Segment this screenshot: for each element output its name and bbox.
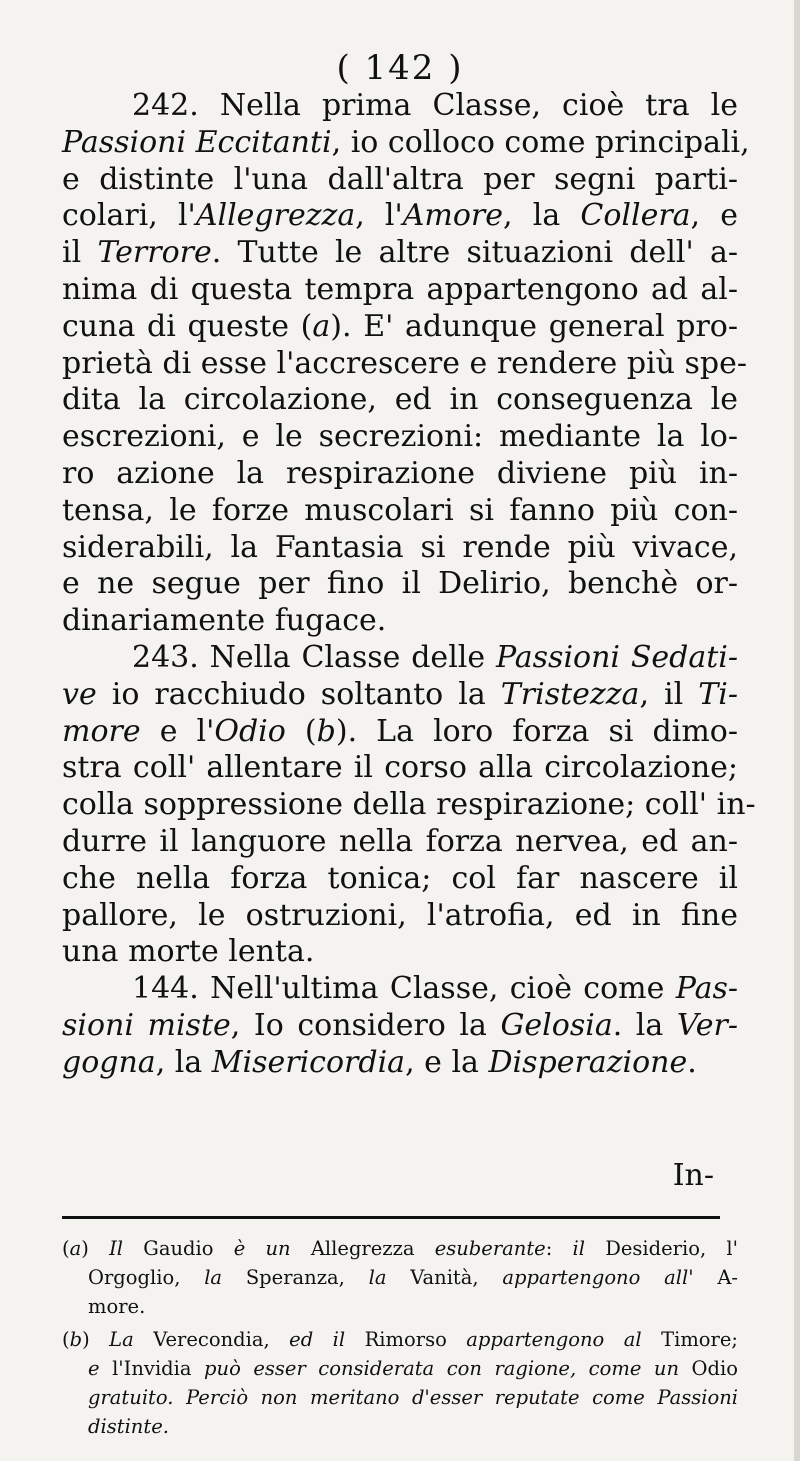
italic-text: appartengono al — [466, 1328, 642, 1351]
text-run: Desiderio, l' — [585, 1237, 739, 1260]
italic-text: Ti- — [698, 676, 738, 712]
text-line — [62, 824, 738, 861]
text-run: dita la circolazione, ed in conseguenza le — [62, 382, 738, 418]
italic-text: La — [109, 1328, 134, 1351]
italic-text: sioni miste — [62, 1007, 231, 1043]
text-run: Rimorso — [345, 1328, 467, 1351]
text-run: prietà di esse l'accrescere e rendere più spe- — [62, 345, 747, 381]
text-line — [62, 787, 756, 824]
italic-text: è un — [233, 1237, 291, 1260]
text-run: il — [62, 235, 98, 271]
text-line — [62, 714, 738, 751]
text-run: ) — [82, 1328, 110, 1351]
italic-text: a — [69, 1237, 82, 1260]
italic-text: il — [572, 1237, 586, 1260]
text-line — [62, 162, 738, 199]
text-run: ( — [62, 1237, 70, 1260]
text-run: escrezioni, e le secrezioni: mediante la lo- — [62, 419, 738, 455]
italic-text: Collera — [580, 198, 691, 234]
text-run: ( — [285, 713, 317, 749]
italic-text: e — [88, 1357, 100, 1380]
text-run: l'Invidia — [99, 1357, 205, 1380]
text-run: tensa, le forze muscolari si fanno più con- — [62, 492, 738, 528]
footnote — [62, 1325, 738, 1441]
text-run: , il — [639, 676, 699, 712]
text-run: stra coll' allentare il corso alla circolazione; — [62, 750, 738, 786]
page-number: ( 142 ) — [336, 48, 464, 88]
text-line — [62, 603, 738, 640]
italic-text: a — [312, 308, 331, 344]
text-run: : — [545, 1237, 573, 1260]
text-line — [62, 456, 738, 493]
italic-text: b — [316, 713, 336, 749]
text-run: dinariamente fugace. — [62, 603, 387, 639]
text-line — [62, 345, 747, 383]
footnote-line — [62, 1325, 738, 1354]
text-run: Orgoglio, — [88, 1266, 205, 1289]
text-run: 243. Nella Classe delle — [132, 639, 496, 675]
text-line — [62, 1045, 738, 1082]
text-run: , io colloco come principali, — [331, 124, 750, 160]
text-run: more. — [88, 1295, 146, 1318]
text-run: che nella forza tonica; col far nascere il — [62, 860, 738, 896]
text-run: , e — [690, 198, 738, 234]
text-run: Timore; — [641, 1328, 738, 1351]
italic-text: more — [62, 713, 141, 749]
italic-text: appartengono all' — [502, 1266, 694, 1289]
text-line — [62, 309, 738, 346]
italic-text: la — [368, 1266, 387, 1289]
text-run: ). E' adunque general pro- — [330, 308, 738, 344]
paragraph — [62, 88, 750, 640]
text-run: e distinte l'una dall'altra per segni parti- — [62, 161, 738, 197]
footnote-line — [62, 1383, 738, 1412]
text-line — [62, 861, 738, 898]
text-line — [62, 493, 738, 530]
italic-text: Disperazione — [488, 1044, 688, 1080]
footnotes — [62, 1234, 738, 1445]
text-run: ) — [81, 1237, 110, 1260]
text-line — [62, 124, 750, 162]
italic-text: Pas- — [675, 971, 738, 1007]
italic-text: Gelosia — [500, 1007, 613, 1043]
text-run: . Tutte le altre situazioni dell' a- — [211, 235, 738, 271]
footnote-line — [62, 1234, 738, 1263]
text-run: A- — [693, 1266, 739, 1289]
italic-text: la — [204, 1266, 223, 1289]
paragraph — [62, 639, 756, 971]
italic-text: Amore — [402, 198, 504, 234]
text-run: colla soppressione della respirazione; coll' in- — [62, 787, 756, 823]
text-run: e ne segue per fino il Delirio, benchè or- — [62, 566, 738, 602]
italic-text: Odio — [214, 713, 286, 749]
text-run: e l' — [140, 713, 215, 749]
text-run: una morte lenta. — [62, 934, 315, 970]
paragraph — [62, 971, 738, 1081]
text-line — [62, 272, 738, 309]
italic-text: Terrore — [97, 235, 212, 271]
text-run: , Io considero la — [230, 1007, 501, 1043]
text-run: cuna di queste ( — [62, 308, 313, 344]
italic-text: Il — [109, 1237, 124, 1260]
text-run: pallore, le ostruzioni, l'atrofia, ed in fine — [62, 897, 738, 933]
text-line — [62, 677, 738, 714]
text-run: Vanità, — [386, 1266, 503, 1289]
italic-text: gogna — [62, 1044, 156, 1080]
text-run: colari, l' — [62, 198, 196, 234]
text-line — [62, 640, 738, 677]
text-line — [62, 566, 738, 603]
text-run: ro azione la respirazione diviene più in- — [62, 455, 738, 491]
italic-text: ed il — [289, 1328, 346, 1351]
italic-text: b — [69, 1328, 83, 1351]
text-run: Verecondia, — [133, 1328, 290, 1351]
text-run: , e la — [405, 1044, 489, 1080]
italic-text: gratuito. Perciò non meritano d'esser reputate come Passioni — [88, 1386, 738, 1409]
footnote-line — [62, 1263, 738, 1292]
text-line — [62, 382, 738, 419]
catchword: In- — [672, 1158, 714, 1193]
text-line — [62, 1008, 738, 1045]
text-line — [62, 530, 738, 567]
italic-text: Passioni Eccitanti — [62, 124, 332, 160]
italic-text: può esser considerata con ragione, come un — [204, 1357, 680, 1380]
italic-text: esuberante — [434, 1237, 546, 1260]
text-run: Allegrezza — [290, 1237, 435, 1260]
italic-text: Passioni Sedati- — [495, 639, 738, 675]
italic-text: Ver- — [676, 1007, 738, 1043]
text-line — [62, 419, 738, 456]
italic-text: Misericordia — [211, 1044, 406, 1080]
text-run: ). La loro forza si dimo- — [335, 713, 739, 749]
text-line — [62, 971, 738, 1008]
main-text — [62, 88, 756, 1082]
text-line — [62, 934, 738, 971]
footnote-rule — [62, 1216, 720, 1219]
text-run: io racchiudo soltanto la — [96, 676, 501, 712]
text-run: 144. Nell'ultima Classe, cioè come — [132, 971, 676, 1007]
text-line — [62, 88, 738, 125]
text-run: . la — [612, 1007, 677, 1043]
text-line — [62, 898, 738, 935]
text-run: nima di questa tempra appartengono ad al- — [62, 271, 738, 307]
text-run: , l' — [355, 198, 403, 234]
text-run: Odio — [679, 1357, 738, 1380]
footnote-line — [62, 1292, 738, 1321]
text-run: siderabili, la Fantasia si rende più vivace, — [62, 529, 738, 565]
italic-text: Tristezza — [500, 676, 640, 712]
text-run: , la — [155, 1044, 212, 1080]
text-run: ( — [62, 1328, 70, 1351]
text-run: durre il languore nella forza nervea, ed an- — [62, 823, 738, 859]
text-line — [62, 198, 738, 235]
italic-text: Allegrezza — [195, 198, 356, 234]
text-line — [62, 235, 738, 272]
text-run: . — [687, 1044, 697, 1080]
footnote — [62, 1234, 738, 1321]
text-run: , la — [503, 198, 581, 234]
text-run: 242. Nella prima Classe, cioè tra le — [132, 88, 738, 123]
italic-text: ve — [62, 676, 97, 712]
text-run: Gaudio — [123, 1237, 234, 1260]
text-line — [62, 750, 738, 787]
footnote-line — [62, 1354, 738, 1383]
footnote-line — [62, 1412, 738, 1441]
italic-text: distinte. — [88, 1415, 169, 1438]
text-run: Speranza, — [222, 1266, 369, 1289]
